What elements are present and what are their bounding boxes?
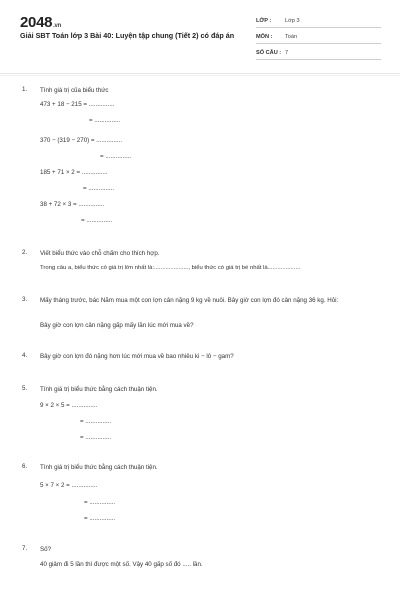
meta-socau-label: SỐ CÂU : (256, 50, 282, 56)
q1-line-8: = ............... (81, 217, 113, 224)
q1-line-4: = ............... (100, 153, 132, 160)
question-2-prompt: Viết biểu thức vào chỗ chấm cho thích hợp. (40, 250, 160, 257)
question-6-number: 6. (22, 463, 28, 470)
page-title: Giải SBT Toán lớp 3 Bài 40: Luyện tập chung (Tiết 2) có đáp án (20, 31, 235, 40)
question-1-prompt: Tính giá trị của biểu thức (40, 87, 109, 94)
meta-mon-label: MÔN : (256, 34, 273, 40)
meta-socau (256, 46, 381, 60)
question-1-number: 1. (22, 86, 28, 93)
q6-line-1: 5 × 7 × 2 = ............... (40, 482, 98, 489)
question-7-prompt: Số? (40, 546, 52, 553)
q6-line-2: = ............... (84, 499, 116, 506)
q3-line-1: Bây giờ con lợn cân nặng gấp mấy lần lúc mới mua về? (40, 322, 194, 329)
q1-line-2: = ............... (89, 117, 121, 124)
question-7-number: 7. (22, 545, 28, 552)
site-logo[interactable] (20, 14, 61, 31)
q7-line-1: 40 giảm đi 5 lần thì được một số. Vậy 40 gấp số đó ..... lần. (40, 561, 203, 568)
question-6-prompt: Tính giá trị biểu thức bằng cách thuận tiện. (40, 464, 158, 471)
q2-line-1: Trong câu a, biểu thức có giá trị lớn nhất là:....................., biểu thức có giá trị bé nhất là.................... (40, 265, 301, 271)
q1-line-3: 370 − (319 − 270) = ............... (40, 137, 123, 144)
logo-text: 2048 (20, 14, 53, 31)
question-4-number: 4. (22, 352, 28, 359)
meta-lop-label: LỚP : (256, 18, 272, 24)
question-3-prompt: Mấy tháng trước, bác Năm mua một con lợn cân nặng 9 kg về nuôi. Bây giờ con lợn đó cân nặng 36 kg. Hỏi: (40, 297, 339, 304)
meta-mon (256, 30, 381, 44)
q5-line-1: 9 × 2 × 5 = ............... (40, 402, 98, 409)
header-divider (0, 73, 400, 74)
q5-line-2: = ............... (80, 418, 112, 425)
q6-line-3: = ............... (84, 515, 116, 522)
question-5-number: 5. (22, 385, 28, 392)
question-2-number: 2. (22, 249, 28, 256)
meta-lop (256, 14, 381, 28)
q1-line-1: 473 + 18 − 215 = ............... (40, 101, 115, 108)
header-divider-shadow (0, 75, 400, 76)
logo-suffix: .vn (53, 23, 61, 29)
question-4-prompt: Bây giờ con lợn đó nặng hơn lúc mới mua về bao nhiêu ki − lô − gam? (40, 353, 234, 360)
q1-line-6: = ............... (83, 185, 115, 192)
meta-mon-value: Toán (285, 34, 298, 40)
meta-socau-value: 7 (285, 50, 289, 56)
q1-line-7: 38 + 72 × 3 = ............... (40, 201, 105, 208)
question-3-number: 3. (22, 296, 28, 303)
question-5-prompt: Tính giá trị biểu thức bằng cách thuận tiện. (40, 386, 158, 393)
q1-line-5: 185 + 71 × 2 = ............... (40, 169, 108, 176)
page-header (0, 0, 400, 74)
meta-lop-value: Lớp 3 (285, 18, 300, 24)
q5-line-3: = ............... (80, 434, 112, 441)
